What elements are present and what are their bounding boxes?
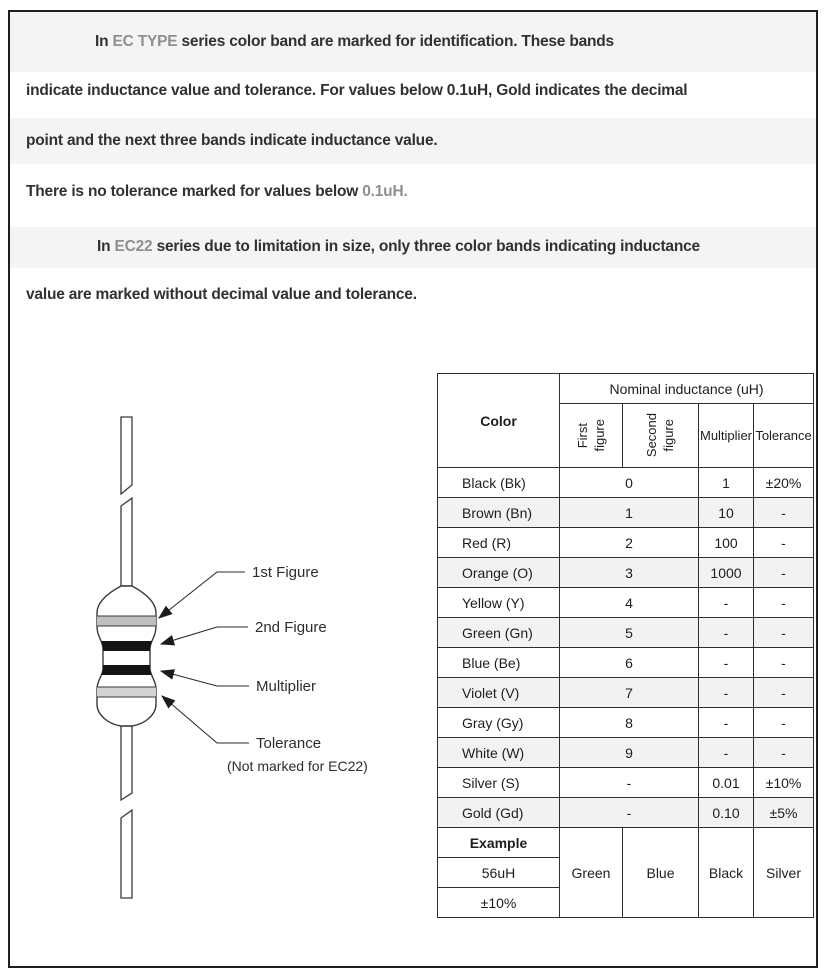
accent-text: 0.1uH. (362, 183, 408, 200)
paragraph-line: value are marked without decimal value and tolerance. (26, 286, 417, 303)
example-second-figure: Blue (623, 828, 699, 918)
color-code-table (437, 373, 814, 918)
paragraph-line: indicate inductance value and tolerance. For values below 0.1uH, Gold indicates the decimal (26, 82, 688, 99)
table-row-red: Red (R) 2 100 - (438, 528, 814, 558)
example-label: Example (438, 828, 560, 858)
table-row-black: Black (Bk) 0 1 ±20% (438, 468, 814, 498)
table-row-gray: Gray (Gy) 8 - - (438, 708, 814, 738)
inductor-body (97, 586, 156, 726)
table-row-gold: Gold (Gd) - 0.10 ±5% (438, 798, 814, 828)
ec22-note-label: (Not marked for EC22) (227, 758, 368, 774)
table-row-green: Green (Gn) 5 - - (438, 618, 814, 648)
header-tolerance: Tolerance (754, 404, 814, 468)
paragraph-line: In EC TYPE series color band are marked for identification. These bands (95, 33, 614, 50)
table-row-silver: Silver (S) - 0.01 ±10% (438, 768, 814, 798)
paragraph-line: In EC22 series due to limitation in size, only three color bands indicating inductance (97, 238, 700, 255)
header-second-figure: Second figure (623, 404, 699, 468)
example-tolerance-value: ±10% (438, 888, 560, 918)
bottom-lead-lower-segment (121, 810, 132, 898)
top-lead-upper-segment (121, 417, 132, 494)
table-row-violet: Violet (V) 7 - - (438, 678, 814, 708)
second-figure-leader (161, 627, 248, 644)
accent-text: EC TYPE (112, 33, 178, 50)
accent-text: EC22 (114, 238, 153, 255)
multiplier-leader (161, 671, 249, 686)
example-header-row (438, 828, 814, 858)
table-row-orange: Orange (O) 3 1000 - (438, 558, 814, 588)
header-multiplier: Multiplier (699, 404, 754, 468)
bottom-lead-upper-segment (121, 726, 132, 800)
tolerance-band (93, 687, 161, 697)
header-color: Color (438, 374, 560, 468)
first-figure-leader (159, 572, 245, 618)
tolerance-leader (162, 696, 249, 743)
paragraph-line: point and the next three bands indicate inductance value. (26, 132, 438, 149)
paragraph-line: There is no tolerance marked for values below 0.1uH. (26, 183, 408, 200)
table-row-brown: Brown (Bn) 1 10 - (438, 498, 814, 528)
top-lead-lower-segment (121, 498, 132, 586)
header-first-figure: First figure (560, 404, 623, 468)
header-nominal-inductance: Nominal inductance (uH) (560, 374, 814, 404)
multiplier-label: Multiplier (256, 678, 317, 695)
example-tolerance: Silver (754, 828, 814, 918)
example-value: 56uH (438, 858, 560, 888)
first-figure-label: 1st Figure (252, 564, 319, 581)
table-row-yellow: Yellow (Y) 4 - - (438, 588, 814, 618)
table-row-blue: Blue (Be) 6 - - (438, 648, 814, 678)
example-multiplier: Black (699, 828, 754, 918)
example-first-figure: Green (560, 828, 623, 918)
table-row-white: White (W) 9 - - (438, 738, 814, 768)
first-figure-band (93, 616, 161, 626)
inductor-diagram (75, 410, 420, 910)
table-header-group-row (438, 374, 814, 404)
second-figure-label: 2nd Figure (255, 619, 327, 636)
tolerance-label: Tolerance (256, 735, 322, 752)
